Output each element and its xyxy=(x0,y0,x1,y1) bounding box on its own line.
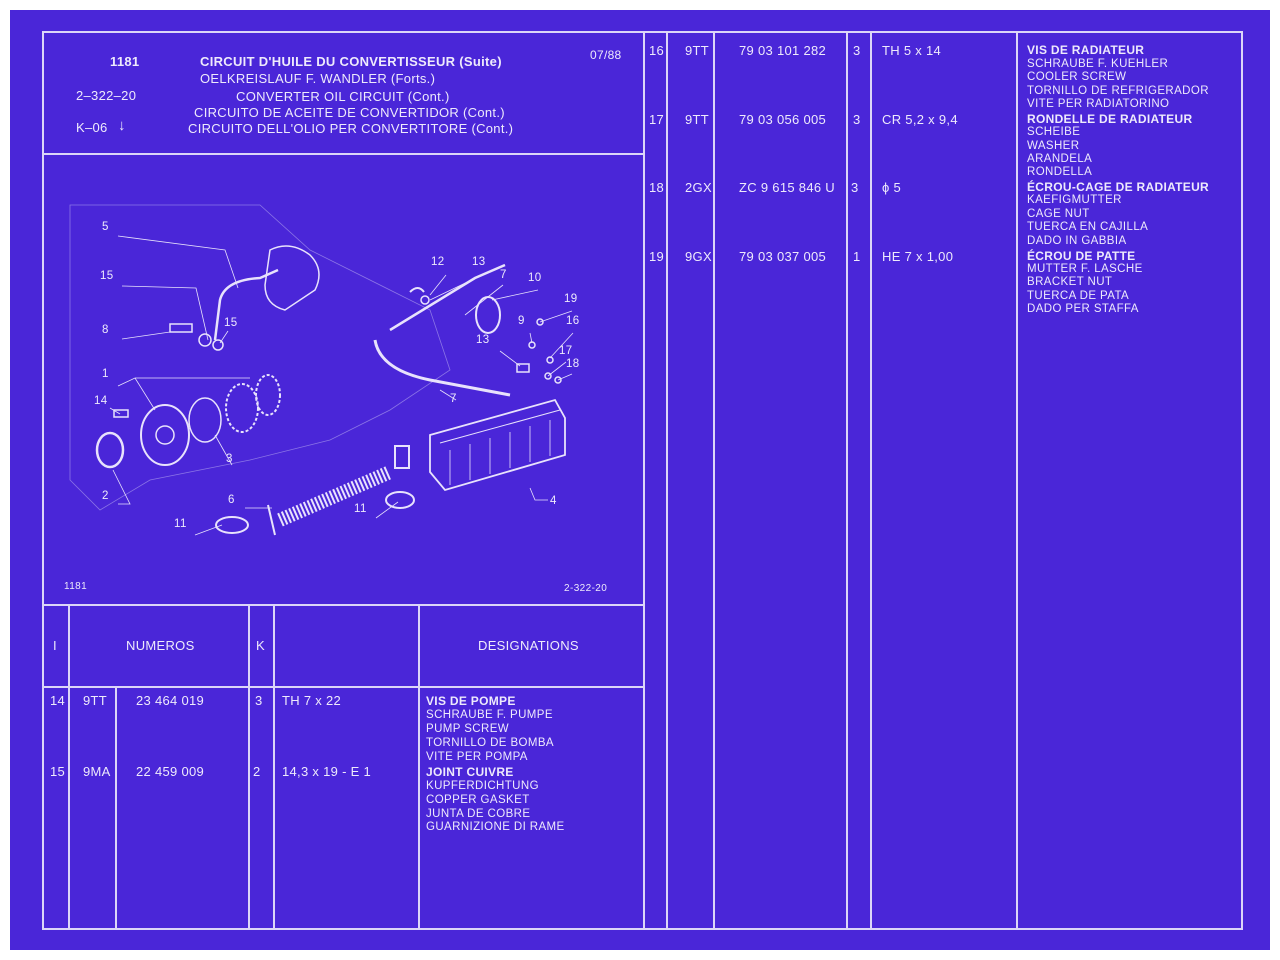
frame-right xyxy=(1241,31,1243,930)
catalog-date: 07/88 xyxy=(590,48,622,62)
callout-7a: 7 xyxy=(500,269,507,281)
dimension: ϕ 5 xyxy=(882,180,902,195)
designation-fr: RONDELLE DE RADIATEUR xyxy=(1027,112,1193,126)
callout-15b: 15 xyxy=(224,317,238,329)
designation-de: SCHRAUBE F. PUMPE xyxy=(426,709,553,721)
dimension: CR 5,2 x 9,4 xyxy=(882,112,958,127)
callout-10: 10 xyxy=(528,272,542,284)
gear-inner xyxy=(256,375,280,415)
left-col-rule-5 xyxy=(418,606,420,930)
item-index: 18 xyxy=(649,180,665,195)
designation-en: COOLER SCREW xyxy=(1027,71,1127,83)
designation-it: VITE PER POMPA xyxy=(426,751,528,763)
supplier-code: 9TT xyxy=(685,112,710,127)
diagram-footer-right: 2-322-20 xyxy=(564,583,608,594)
callout-18: 18 xyxy=(566,358,580,370)
clip-13 xyxy=(421,296,429,304)
pipe-5 xyxy=(215,270,278,340)
designation-de: KAEFIGMUTTER xyxy=(1027,194,1122,206)
callout-15a: 15 xyxy=(100,270,114,282)
callout-7b: 7 xyxy=(450,393,457,405)
designation-es: TUERCA DE PATA xyxy=(1027,290,1130,302)
pump-housing xyxy=(265,246,319,310)
gear-outer xyxy=(226,384,258,432)
item-index: 15 xyxy=(50,764,66,779)
title-german: OELKREISLAUF F. WANDLER (Forts.) xyxy=(200,71,436,86)
dimension: TH 7 x 22 xyxy=(282,693,342,708)
designation-it: GUARNIZIONE DI RAME xyxy=(426,821,565,833)
designation-it: DADO IN GABBIA xyxy=(1027,235,1127,247)
callout-6: 6 xyxy=(228,494,235,506)
callout-17: 17 xyxy=(559,345,573,357)
callout-12: 12 xyxy=(431,256,445,268)
washer-15b xyxy=(213,340,223,350)
designation-de: SCHRAUBE F. KUEHLER xyxy=(1027,58,1169,70)
down-arrow-icon: ↓ xyxy=(118,117,126,134)
supplier-code: 9TT xyxy=(685,43,710,58)
callout-5: 5 xyxy=(102,221,109,233)
column-header-i: I xyxy=(53,638,57,653)
callout-9: 9 xyxy=(518,315,525,327)
screw-8 xyxy=(170,324,192,332)
flexible-hose-6 xyxy=(280,472,390,520)
left-col-rule-2 xyxy=(115,686,117,930)
pump-flange-1 xyxy=(141,405,189,465)
quantity-k: 3 xyxy=(851,180,859,195)
callout-16: 16 xyxy=(566,315,580,327)
designation-en: BRACKET NUT xyxy=(1027,276,1113,288)
right-col-rule-1 xyxy=(666,31,668,930)
item-index: 17 xyxy=(649,112,665,127)
callout-8: 8 xyxy=(102,324,109,336)
left-col-rule-3 xyxy=(248,606,250,930)
column-header-numeros: NUMEROS xyxy=(126,638,195,653)
washer-15a xyxy=(199,334,211,346)
designation-es: ARANDELA xyxy=(1027,153,1093,165)
hose-clip-11-right xyxy=(386,492,414,508)
quantity-k: 3 xyxy=(853,43,861,58)
item-index: 14 xyxy=(50,693,66,708)
dimension: TH 5 x 14 xyxy=(882,43,942,58)
callout-2: 2 xyxy=(102,490,109,502)
designation-en: CAGE NUT xyxy=(1027,208,1090,220)
item-index: 16 xyxy=(649,43,665,58)
reference-number: 2–322–20 xyxy=(76,88,137,103)
designation-es: TUERCA EN CAJILLA xyxy=(1027,221,1149,233)
o-ring-3 xyxy=(189,398,221,442)
part-number: 79 03 101 282 xyxy=(739,43,827,58)
engine-block-outline xyxy=(70,205,450,510)
column-header-k: K xyxy=(256,638,265,653)
part-number: 22 459 009 xyxy=(136,764,205,779)
callout-11b: 11 xyxy=(354,503,367,515)
supplier-code: 9GX xyxy=(685,249,712,264)
designation-es: TORNILLO DE REFRIGERADOR xyxy=(1027,85,1209,97)
screw-14 xyxy=(114,410,128,417)
supplier-code: 2GX xyxy=(685,180,712,195)
designation-en: WASHER xyxy=(1027,140,1080,152)
callout-11a: 11 xyxy=(174,518,187,530)
right-col-rule-4 xyxy=(870,31,872,930)
dimension: 14,3 x 19 - E 1 xyxy=(282,764,372,779)
designation-fr: ÉCROU-CAGE DE RADIATEUR xyxy=(1027,180,1210,194)
hose-clamp-10 xyxy=(476,297,500,333)
part-number: 79 03 037 005 xyxy=(739,249,827,264)
diagram-footer-left: 1181 xyxy=(64,581,88,592)
designation-de: KUPFERDICHTUNG xyxy=(426,780,539,792)
right-col-rule-2 xyxy=(713,31,715,930)
callout-4: 4 xyxy=(550,495,557,507)
designation-es: TORNILLO DE BOMBA xyxy=(426,737,555,749)
left-col-rule-1 xyxy=(68,606,70,930)
quantity-k: 3 xyxy=(853,112,861,127)
hose-clip-11-left xyxy=(216,517,248,533)
exploded-parts-diagram xyxy=(10,10,650,610)
title-french: CIRCUIT D'HUILE DU CONVERTISSEUR (Suite) xyxy=(200,54,502,69)
designation-en: PUMP SCREW xyxy=(426,723,510,735)
designation-en: COPPER GASKET xyxy=(426,794,530,806)
designation-de: MUTTER F. LASCHE xyxy=(1027,263,1143,275)
clip-12 xyxy=(410,288,424,292)
part-number: 79 03 056 005 xyxy=(739,112,827,127)
designation-fr: VIS DE POMPE xyxy=(426,694,516,708)
right-col-rule-5 xyxy=(1016,31,1018,930)
designation-es: JUNTA DE COBRE xyxy=(426,808,531,820)
k-code: K–06 xyxy=(76,120,108,135)
table-header-rule xyxy=(42,686,643,688)
title-english: CONVERTER OIL CIRCUIT (Cont.) xyxy=(236,89,450,104)
supplier-code: 9TT xyxy=(83,693,108,708)
quantity-k: 3 xyxy=(255,693,263,708)
title-spanish: CIRCUITO DE ACEITE DE CONVERTIDOR (Cont.) xyxy=(194,105,505,120)
quantity-k: 1 xyxy=(853,249,861,264)
callout-13b: 13 xyxy=(476,334,490,346)
parts-catalog-sheet xyxy=(10,10,1270,950)
callout-14: 14 xyxy=(94,395,108,407)
designation-fr: VIS DE RADIATEUR xyxy=(1027,43,1145,57)
designation-it: VITE PER RADIATORINO xyxy=(1027,98,1170,110)
part-number: ZC 9 615 846 U xyxy=(739,180,835,195)
item-index: 19 xyxy=(649,249,665,264)
supplier-code: 9MA xyxy=(83,764,111,779)
right-col-rule-3 xyxy=(846,31,848,930)
callout-1: 1 xyxy=(102,368,109,380)
group-code: 1181 xyxy=(110,54,140,69)
connector xyxy=(395,446,409,468)
designation-de: SCHEIBE xyxy=(1027,126,1081,138)
callout-13a: 13 xyxy=(472,256,486,268)
part-number: 23 464 019 xyxy=(136,693,205,708)
callout-3: 3 xyxy=(226,453,233,465)
dimension: HE 7 x 1,00 xyxy=(882,249,954,264)
designation-fr: JOINT CUIVRE xyxy=(426,765,514,779)
designation-fr: ÉCROU DE PATTE xyxy=(1027,249,1136,263)
seal-ring-2 xyxy=(97,433,123,467)
column-header-designations: DESIGNATIONS xyxy=(478,638,579,653)
callout-19: 19 xyxy=(564,293,578,305)
left-col-rule-4 xyxy=(273,606,275,930)
quantity-k: 2 xyxy=(253,764,261,779)
title-italian: CIRCUITO DELL'OLIO PER CONVERTITORE (Cont.) xyxy=(188,121,514,136)
designation-it: DADO PER STAFFA xyxy=(1027,303,1139,315)
designation-it: RONDELLA xyxy=(1027,166,1093,178)
